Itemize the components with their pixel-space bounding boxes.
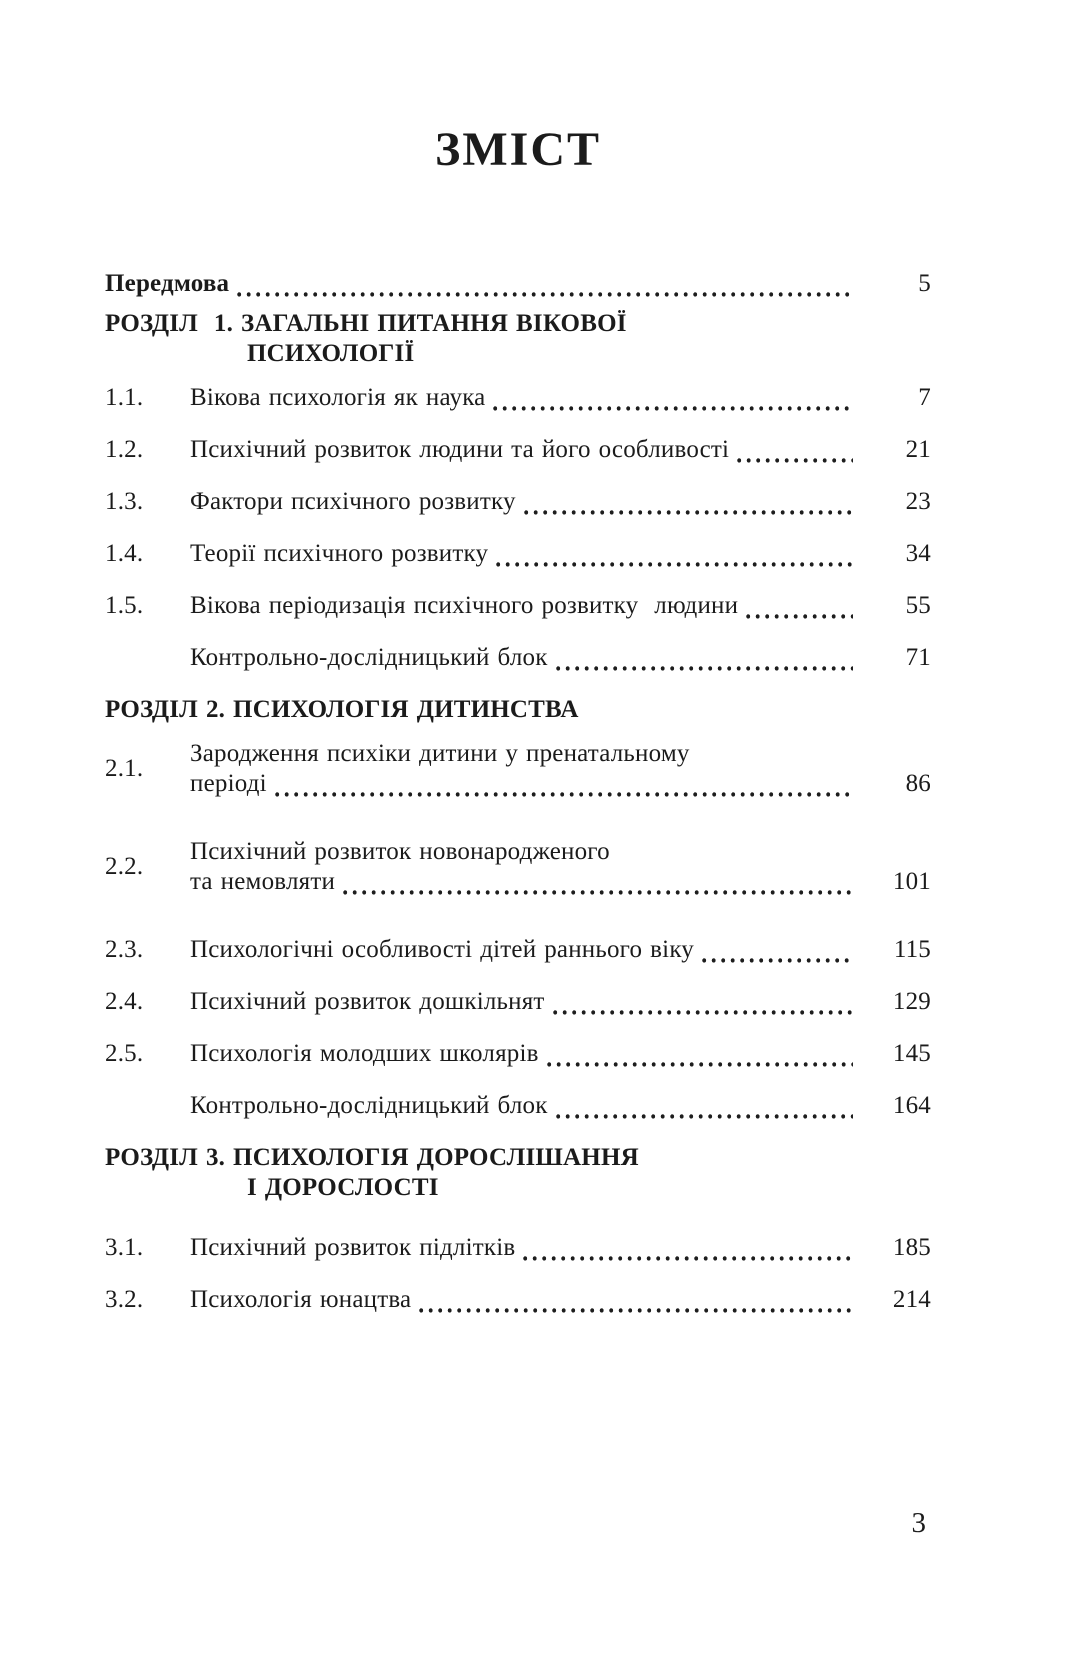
- entry-page-number: 71: [905, 644, 931, 672]
- dot-leader: [737, 456, 853, 465]
- entry-title: Психологія молодших школярів: [190, 1040, 539, 1068]
- section-3-heading: [105, 1143, 931, 1203]
- entry-title-block: [190, 739, 859, 799]
- preface-page-number: 5: [918, 270, 931, 298]
- section-heading-line: РОЗДІЛ 1. ЗАГАЛЬНІ ПИТАННЯ ВІКОВОЇ: [105, 310, 627, 338]
- entry-number: 2.2.: [105, 853, 144, 881]
- dot-leader: [556, 1112, 853, 1121]
- entry-page-number: 129: [892, 988, 931, 1016]
- toc-entry: [105, 539, 931, 569]
- entry-page-number: 21: [905, 436, 931, 464]
- toc-entry: [105, 1091, 931, 1121]
- entry-title-line1: Психічний розвиток новонародженого: [190, 838, 610, 866]
- dot-leader: [524, 508, 853, 517]
- entry-title: Психічний розвиток дошкільнят: [190, 988, 545, 1016]
- entry-title: Вікова психологія як наука: [190, 384, 486, 412]
- dot-leader: [419, 1306, 853, 1315]
- toc-entry: [105, 837, 931, 897]
- entry-page-number: 164: [892, 1092, 931, 1120]
- entry-page-number: 185: [892, 1234, 931, 1262]
- entry-number: 2.1.: [105, 755, 144, 783]
- dot-leader: [275, 790, 853, 799]
- section-heading-line: ПСИХОЛОГІЇ: [247, 340, 415, 368]
- entry-page-number: 145: [892, 1040, 931, 1068]
- toc-entry: [105, 643, 931, 673]
- entry-page-number: 101: [892, 868, 931, 896]
- entry-number: 1.2.: [105, 436, 144, 464]
- dot-leader: [237, 290, 853, 299]
- entry-title: Психологія юнацтва: [190, 1286, 412, 1314]
- entry-number: 2.4.: [105, 988, 144, 1016]
- entry-number: 1.3.: [105, 488, 144, 516]
- toc-entry: [105, 1285, 931, 1315]
- dot-leader: [343, 888, 853, 897]
- toc-entry: [105, 383, 931, 413]
- entry-title: Теорії психічного розвитку: [190, 540, 489, 568]
- entry-title-line2: періоді: [190, 770, 267, 798]
- preface-label: Передмова: [105, 270, 230, 298]
- entry-title: Вікова періодизація психічного розвитку людини: [190, 592, 739, 620]
- toc-entry: [105, 739, 931, 799]
- dot-leader: [702, 956, 853, 965]
- dot-leader: [523, 1254, 853, 1263]
- toc-entry: [105, 435, 931, 465]
- toc-entry: [105, 487, 931, 517]
- dot-leader: [553, 1008, 853, 1017]
- entry-page-number: 34: [905, 540, 931, 568]
- toc-entry: [105, 935, 931, 965]
- section-1-heading: [105, 309, 931, 369]
- section-heading-line: І ДОРОСЛОСТІ: [247, 1174, 439, 1202]
- section-heading-line: РОЗДІЛ 3. ПСИХОЛОГІЯ ДОРОСЛІШАННЯ: [105, 1144, 639, 1172]
- page-title: ЗМІСТ: [435, 123, 601, 176]
- entry-title: Фактори психічного розвитку: [190, 488, 516, 516]
- entry-title: Контрольно-дослідницький блок: [190, 1092, 548, 1120]
- entry-title-block: [190, 837, 859, 897]
- dot-leader: [746, 612, 853, 621]
- dot-leader: [493, 404, 853, 413]
- entry-number: 2.3.: [105, 936, 144, 964]
- entry-title: Психологічні особливості дітей раннього віку: [190, 936, 695, 964]
- entry-title: Контрольно-дослідницький блок: [190, 644, 548, 672]
- toc-preface-row: [105, 269, 931, 299]
- entry-number: 1.4.: [105, 540, 144, 568]
- entry-page-number: 86: [905, 770, 931, 798]
- dot-leader: [556, 664, 853, 673]
- entry-title-line2: та немовляти: [190, 868, 336, 896]
- toc-entry: [105, 1233, 931, 1263]
- entry-page-number: 214: [892, 1286, 931, 1314]
- entry-page-number: 55: [905, 592, 931, 620]
- folio-page-number: 3: [911, 1507, 926, 1539]
- entry-title: Психічний розвиток людини та його особливості: [190, 436, 730, 464]
- entry-page-number: 23: [905, 488, 931, 516]
- dot-leader: [496, 560, 853, 569]
- entry-number: 3.2.: [105, 1286, 144, 1314]
- table-of-contents: [105, 269, 931, 1315]
- page-content: [105, 0, 931, 1337]
- dot-leader: [547, 1060, 853, 1069]
- entry-title: Психічний розвиток підлітків: [190, 1234, 516, 1262]
- toc-entry: [105, 987, 931, 1017]
- toc-entry: [105, 591, 931, 621]
- entry-number: 1.1.: [105, 384, 144, 412]
- entry-number: 2.5.: [105, 1040, 144, 1068]
- entry-page-number: 115: [893, 936, 931, 964]
- section-2-heading: [105, 695, 931, 725]
- section-heading-line: РОЗДІЛ 2. ПСИХОЛОГІЯ ДИТИНСТВА: [105, 696, 579, 724]
- entry-number: 3.1.: [105, 1234, 144, 1262]
- entry-number: 1.5.: [105, 592, 144, 620]
- entry-title-line1: Зародження психіки дитини у пренатальному: [190, 740, 690, 768]
- toc-entry: [105, 1039, 931, 1069]
- entry-page-number: 7: [918, 384, 931, 412]
